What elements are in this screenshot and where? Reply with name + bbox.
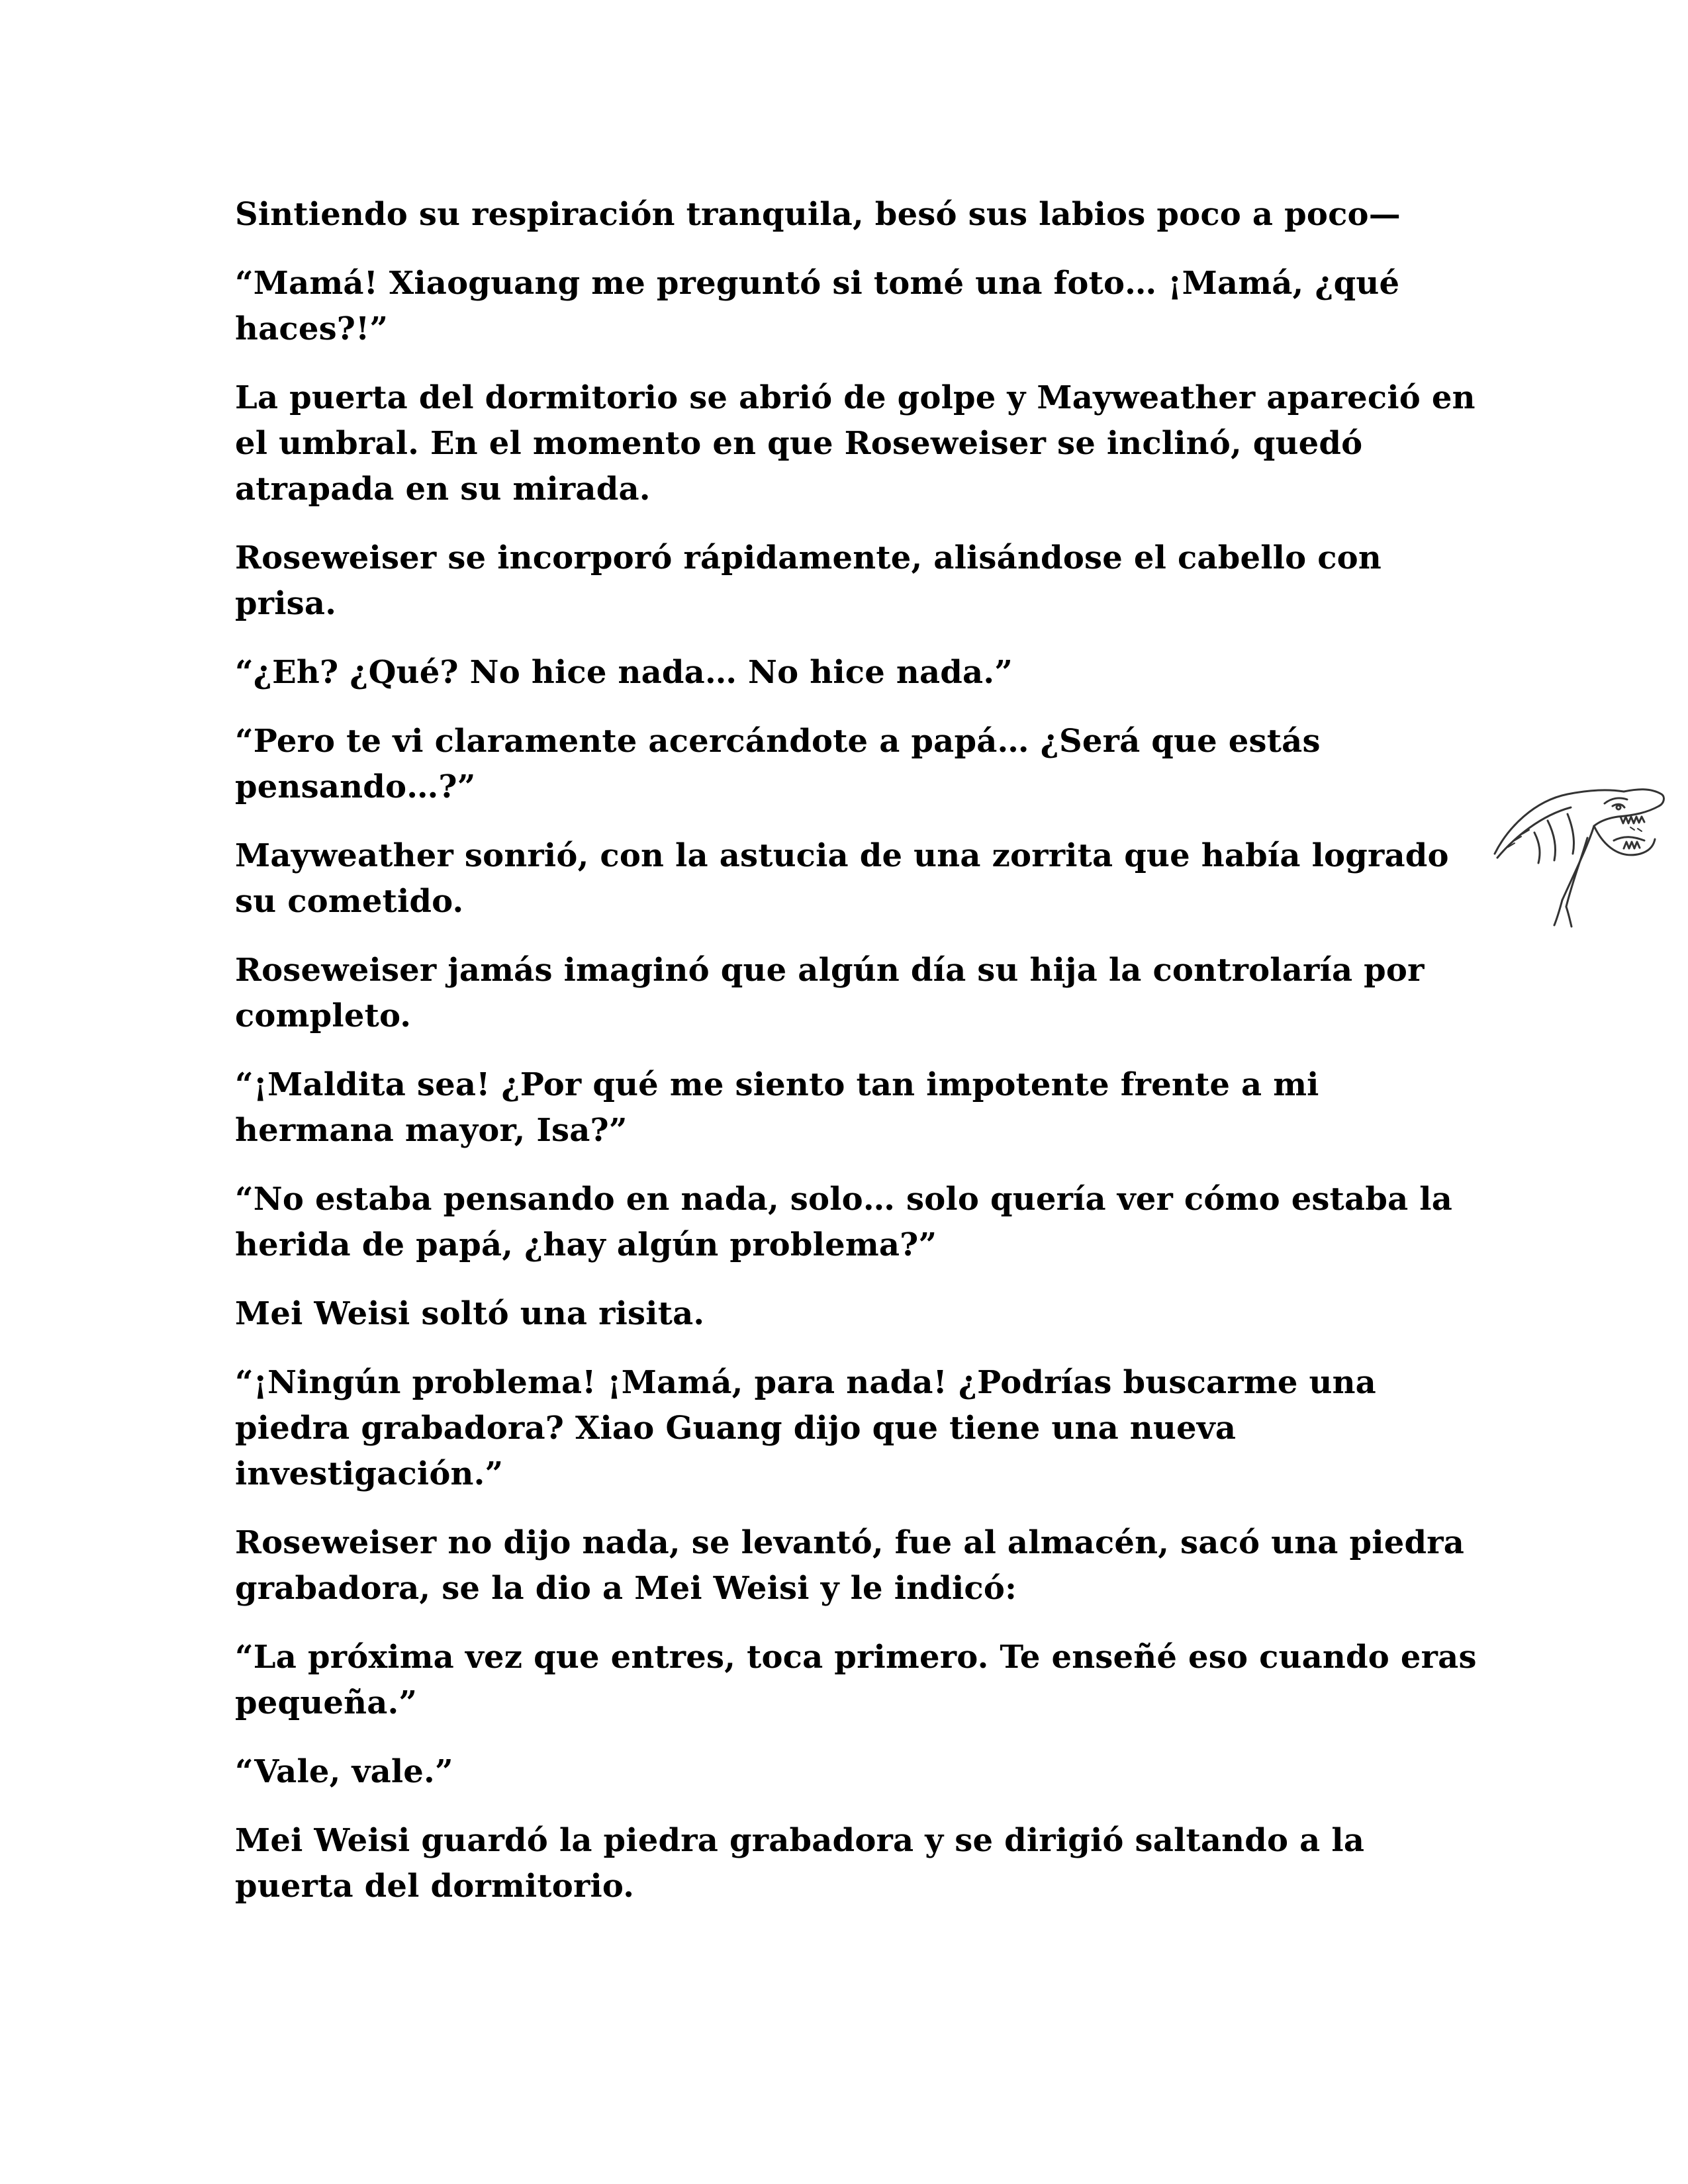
paragraph: “No estaba pensando en nada, solo… solo quería ver cómo estaba la herida de papá, ¿hay algún problema?” <box>235 1181 1453 1263</box>
dinosaur-sketch-icon <box>1488 774 1668 928</box>
paragraph: “¡Maldita sea! ¿Por qué me siento tan impotente frente a mi hermana mayor, Isa?” <box>235 1066 1319 1149</box>
paragraph: “¿Eh? ¿Qué? No hice nada… No hice nada.” <box>235 654 1013 691</box>
paragraph: Sintiendo su respiración tranquila, besó sus labios poco a poco— <box>235 196 1401 233</box>
story-text <box>235 192 1479 1933</box>
paragraph: “Pero te vi claramente acercándote a papá… ¿Será que estás pensando…?” <box>235 723 1321 805</box>
paragraph: Roseweiser se incorporó rápidamente, alisándose el cabello con prisa. <box>235 539 1382 622</box>
paragraph: “Vale, vale.” <box>235 1753 453 1790</box>
paragraph: Mayweather sonrió, con la astucia de una zorrita que había logrado su cometido. <box>235 837 1449 920</box>
paragraph: Mei Weisi guardó la piedra grabadora y se dirigió saltando a la puerta del dormitorio. <box>235 1822 1365 1905</box>
paragraph: Mei Weisi soltó una risita. <box>235 1295 705 1332</box>
paragraph: “Mamá! Xiaoguang me preguntó si tomé una foto… ¡Mamá, ¿qué haces?!” <box>235 265 1400 347</box>
paragraph: “¡Ningún problema! ¡Mamá, para nada! ¿Podrías buscarme una piedra grabadora? Xiao Guang dijo que tiene una nueva investigación.” <box>235 1364 1376 1492</box>
paragraph: La puerta del dormitorio se abrió de golpe y Mayweather apareció en el umbral. En el momento en que Roseweiser se inclinó, quedó atrapada en su mirada. <box>235 379 1476 508</box>
paragraph: Roseweiser jamás imaginó que algún día su hija la controlaría por completo. <box>235 952 1425 1034</box>
paragraph: Roseweiser no dijo nada, se levantó, fue al almacén, sacó una piedra grabadora, se la dio a Mei Weisi y le indicó: <box>235 1524 1465 1607</box>
paragraph: “La próxima vez que entres, toca primero. Te enseñé eso cuando eras pequeña.” <box>235 1639 1477 1721</box>
